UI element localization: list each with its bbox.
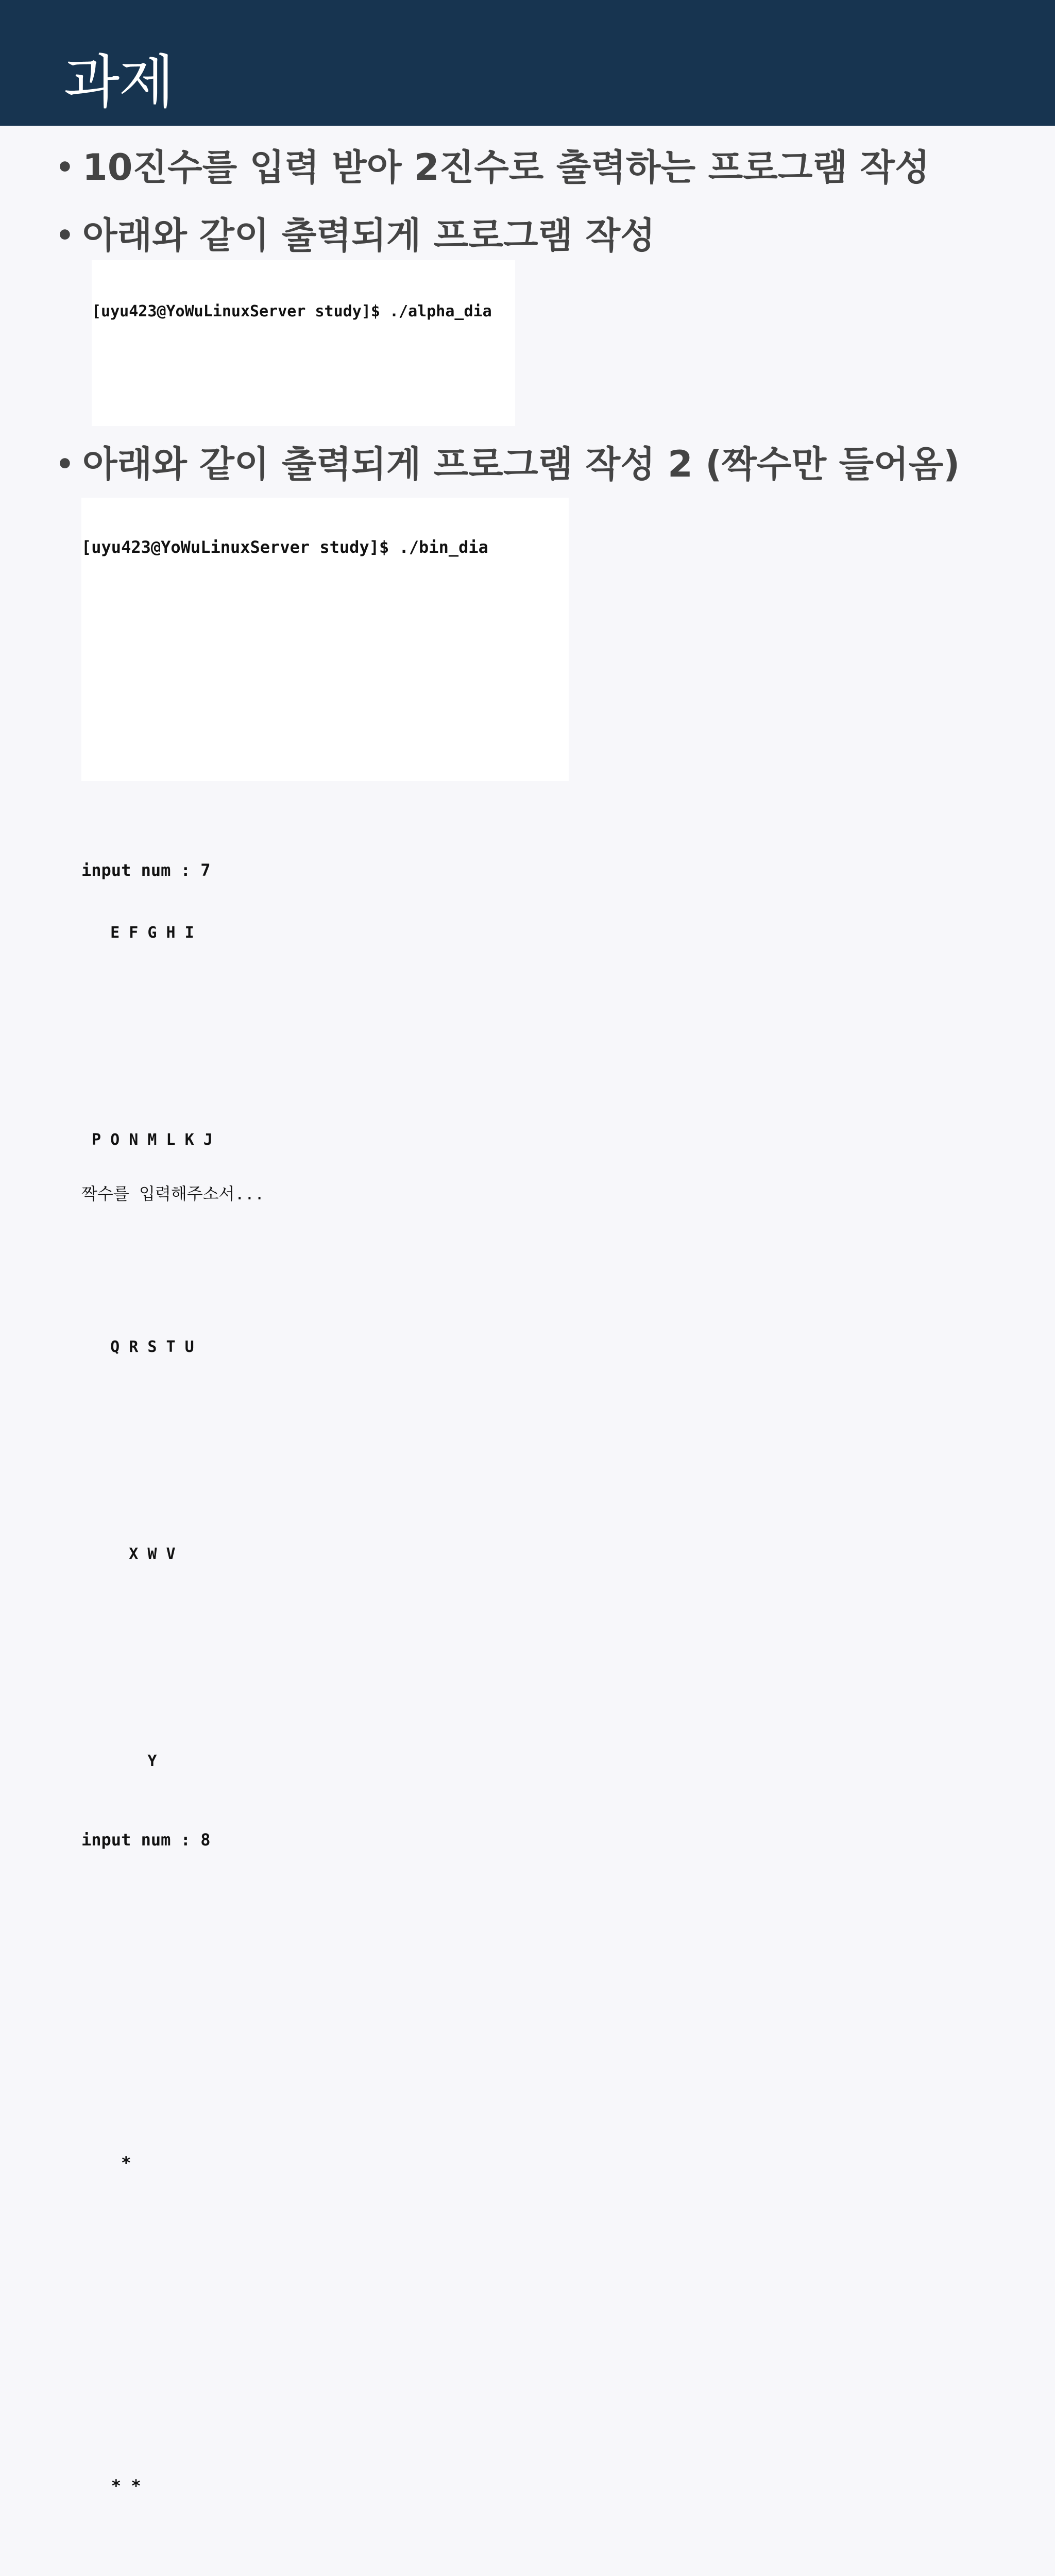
bullet-dot-icon: • [56, 150, 74, 184]
bullet-dot-icon: • [56, 447, 74, 481]
terminal-line: [uyu423@YoWuLinuxServer study]$ ./bin_dia [81, 537, 488, 557]
terminal-line: * * [81, 2476, 141, 2496]
terminal-line: 짝수를 입력해주소서... [81, 1183, 265, 1204]
bullet-text-3: 아래와 같이 출력되게 프로그램 작성 2 (짝수만 들어옴) [82, 443, 960, 485]
bullet-text-1: 10진수를 입력 받아 2진수로 출력하는 프로그램 작성 [82, 146, 930, 189]
terminal-line: input num : 7 [81, 860, 211, 880]
slide-header [0, 0, 1055, 126]
bullet-item-3 [56, 443, 960, 485]
slide-title: 과제 [64, 49, 174, 116]
terminal-line: [uyu423@YoWuLinuxServer study]$ ./alpha_dia [92, 302, 492, 320]
terminal-line: Y [92, 1752, 157, 1770]
bullet-text-2: 아래와 같이 출력되게 프로그램 작성 [82, 214, 655, 257]
terminal-line [81, 1507, 569, 1790]
terminal-line: E F G H I [92, 924, 194, 942]
terminal-line: Q R S T U [92, 1338, 194, 1356]
terminal-line: input num : 8 [81, 1829, 211, 1850]
terminal-line: P O N M L K J [92, 1131, 213, 1149]
bullet-item-2 [56, 214, 655, 257]
terminal-line: X W V [92, 1545, 176, 1563]
bullet-item-1 [56, 146, 930, 189]
terminal-line: * [81, 2153, 131, 2173]
bullet-dot-icon: • [56, 218, 74, 252]
